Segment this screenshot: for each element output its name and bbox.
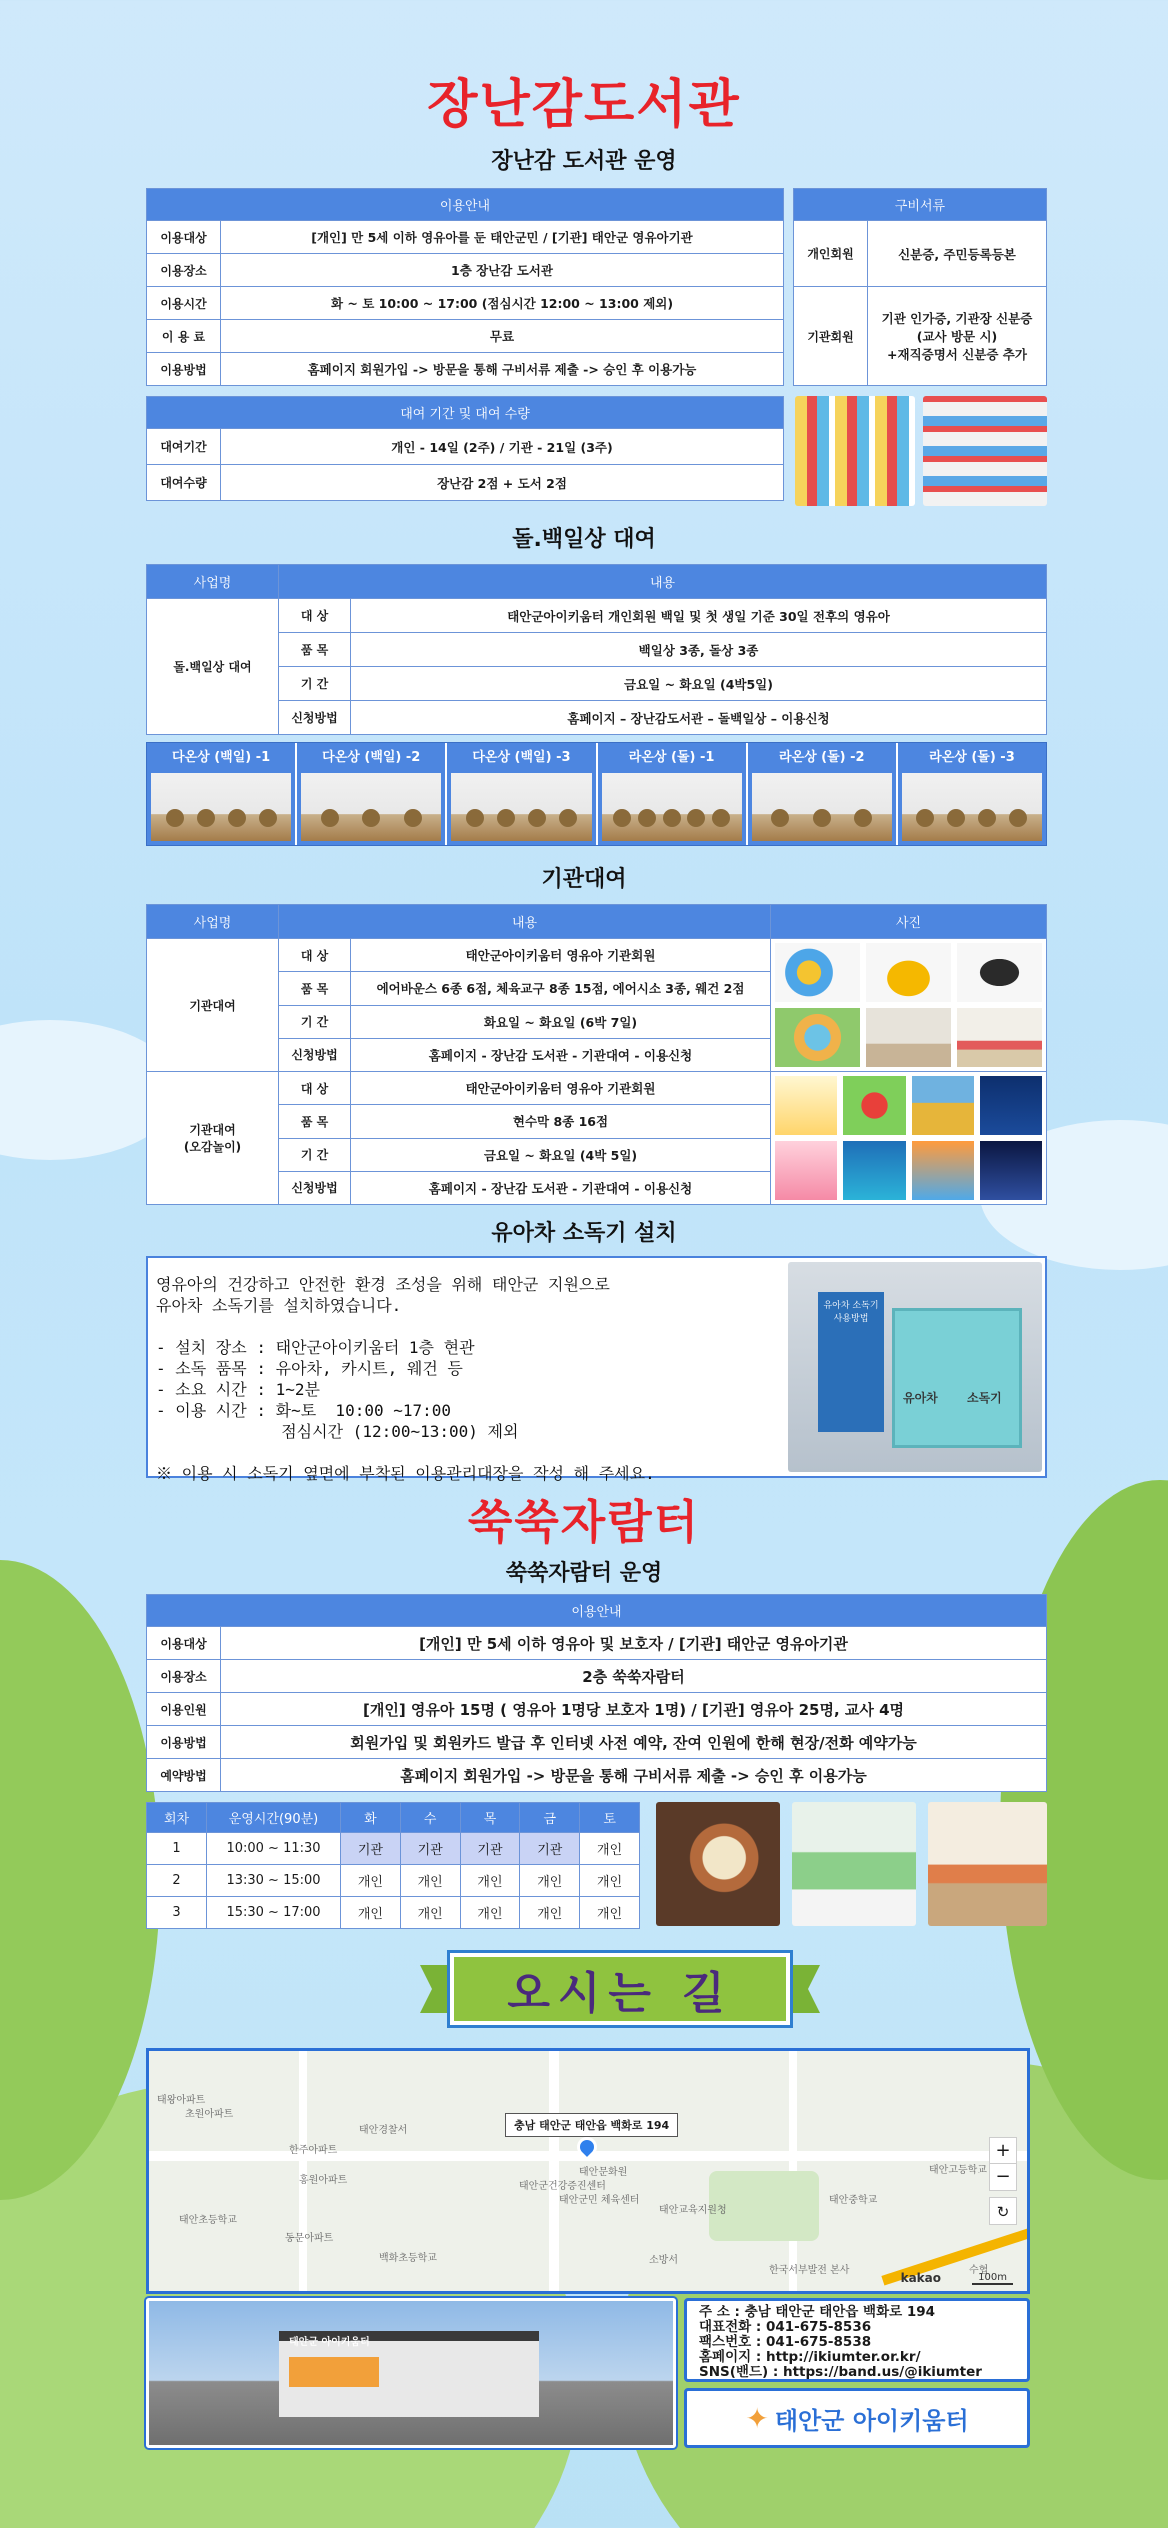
row-value: 에어바운스 6종 6점, 체육교구 8종 15점, 에어시소 3종, 웨건 2점 <box>351 972 771 1005</box>
row-value: [개인] 만 5세 이하 영유아를 둔 태안군민 / [기관] 태안군 영유아기관 <box>221 221 784 254</box>
map-label: 태안경찰서 <box>359 2125 408 2136</box>
map-road <box>549 2051 559 2294</box>
row-label: 품 목 <box>279 972 351 1005</box>
map-label: 태안군민 체육센터 <box>559 2195 640 2206</box>
contact-label: SNS(밴드) <box>699 2364 769 2380</box>
map-label: 수협 <box>969 2265 989 2276</box>
logo-text: 태안군 아이키움터 <box>774 2406 969 2435</box>
set-card <box>297 743 447 845</box>
row-value: 회원가입 및 회원카드 발급 후 인터넷 사전 예약, 잔여 인원에 한해 현장/전화 예약가능 <box>221 1726 1047 1759</box>
set-photo <box>451 773 591 841</box>
group1-photo-cell <box>771 939 1047 1072</box>
row-value: [개인] 영유아 15명 ( 영유아 1명당 보호자 1명) / [기관] 영유아 25명, 교사 4명 <box>221 1693 1047 1726</box>
doc-line: (교사 방문 시) <box>916 329 998 344</box>
institution-title: 기관대여 <box>541 867 627 892</box>
set-label: 라온상 (돌) -2 <box>778 750 865 765</box>
contact-row <box>699 2350 1015 2365</box>
schedule-head: 운영시간(90분) <box>207 1803 341 1833</box>
map-label: 태안교육지원청 <box>659 2205 727 2216</box>
docs-header: 구비서류 <box>794 189 1047 221</box>
banner-photo <box>843 1141 905 1200</box>
cell: 개인 <box>520 1897 580 1929</box>
row-label: 대여수량 <box>147 465 221 501</box>
row-label: 신청방법 <box>279 701 351 735</box>
group2-photo-cell <box>771 1072 1047 1205</box>
row-value: [개인] 만 5세 이하 영유아 및 보호자 / [기관] 태안군 영유아기관 <box>221 1627 1047 1660</box>
map-label: 태안문화원 <box>579 2167 628 2178</box>
map-label: 동문아파트 <box>285 2233 334 2244</box>
row-value: 홈페이지 - 장난감 도서관 - 기관대여 - 이용신청 <box>351 1038 771 1071</box>
map-label: 태왕아파트 <box>157 2095 206 2106</box>
row-label: 이용장소 <box>147 254 221 287</box>
contact-info-panel <box>684 2298 1030 2382</box>
ssuk-photo-display <box>792 1802 916 1926</box>
set-card <box>748 743 898 845</box>
institution-table <box>146 904 1047 1205</box>
contact-label: 홈페이지 <box>699 2349 752 2365</box>
kiosk-left-label: 유아차 <box>903 1391 938 1405</box>
row-value: 장난감 2점 + 도서 2점 <box>221 465 784 501</box>
row-value: 화 ~ 토 10:00 ~ 17:00 (점심시간 12:00 ~ 13:00 제외) <box>221 287 784 320</box>
logo-people-icon: ✦ <box>745 2401 769 2435</box>
map-label: 초원아파트 <box>185 2109 234 2120</box>
cell: 개인 <box>520 1865 580 1897</box>
contact-value: : 041-675-8536 <box>755 2319 872 2335</box>
program-name: 돌.백일상 대여 <box>147 599 279 735</box>
building-orange-band <box>289 2357 379 2387</box>
contact-value[interactable]: : http://ikiumter.or.kr/ <box>755 2349 921 2365</box>
cell: 개인 <box>580 1897 640 1929</box>
row-value: 태안군아이키움터 영유아 기관회원 <box>351 939 771 972</box>
set-photo <box>602 773 742 841</box>
row-label: 기 간 <box>279 1138 351 1171</box>
row-label: 대여기간 <box>147 429 221 465</box>
row-label: 예약방법 <box>147 1759 221 1792</box>
ssuk-title: 쑥쑥자람터 <box>467 1495 701 1549</box>
building-sign: 태안군 아이키움터 <box>289 2337 370 2348</box>
set-photo <box>902 773 1042 841</box>
directions-title: 오시는 길 <box>507 1968 733 2019</box>
row-label: 이용인원 <box>147 1693 221 1726</box>
row-value: 태안군아이키움터 개인회원 백일 및 첫 생일 기준 30일 전후의 영유아 <box>351 599 1047 633</box>
baekil-title: 돌.백일상 대여 <box>512 527 656 552</box>
library-photo-shelves <box>795 396 915 506</box>
schedule-row <box>147 1897 640 1929</box>
map-label: 태안고등학교 <box>929 2165 987 2176</box>
zoom-out-icon[interactable]: − <box>995 2166 1011 2187</box>
program-line: 기관대여 <box>189 1123 236 1137</box>
banner-photo <box>775 1076 837 1135</box>
row-label: 이 용 료 <box>147 320 221 353</box>
row-value: 태안군아이키움터 영유아 기관회원 <box>351 1072 771 1105</box>
library-usage-table <box>146 188 784 386</box>
row-label: 대 상 <box>279 939 351 972</box>
library-photo-playroom <box>923 396 1047 506</box>
map-scale: 100m <box>972 2272 1013 2285</box>
set-label: 다온상 (백일) -2 <box>322 750 421 765</box>
cell: 3 <box>147 1897 207 1929</box>
photo-air-bounce <box>775 943 860 1002</box>
photo-wagon <box>957 943 1042 1002</box>
cell: 기관 <box>520 1833 580 1865</box>
contact-row <box>699 2335 1015 2350</box>
cell: 10:00 ~ 11:30 <box>207 1833 341 1865</box>
program-name: 기관대여 <box>147 939 279 1072</box>
cell: 1 <box>147 1833 207 1865</box>
set-card <box>147 743 297 845</box>
row-value: 2층 쑥쑥자람터 <box>221 1660 1047 1693</box>
map-label: 한국서부발전 본사 <box>769 2265 850 2276</box>
building-photo <box>146 2298 676 2448</box>
head-content: 내용 <box>279 905 771 939</box>
set-label: 다온상 (백일) -3 <box>472 750 571 765</box>
banner-photo <box>912 1076 974 1135</box>
set-photo <box>301 773 441 841</box>
row-value: 금요일 ~ 화요일 (4박5일) <box>351 667 1047 701</box>
program-name <box>147 1072 279 1205</box>
contact-label: 주 소 <box>699 2304 730 2320</box>
row-label: 품 목 <box>279 633 351 667</box>
set-card <box>447 743 597 845</box>
row-label: 개인회원 <box>794 221 868 287</box>
contact-value[interactable]: : https://band.us/@ikiumter <box>772 2364 982 2380</box>
schedule-head: 수 <box>400 1803 460 1833</box>
schedule-head: 화 <box>341 1803 401 1833</box>
row-value: 홈페이지 - 장난감 도서관 - 기관대여 - 이용신청 <box>351 1171 771 1204</box>
row-label: 이용장소 <box>147 1660 221 1693</box>
location-map[interactable] <box>146 2048 1030 2294</box>
banner-photo <box>980 1141 1042 1200</box>
contact-label: 팩스번호 <box>699 2334 752 2350</box>
head-program: 사업명 <box>147 905 279 939</box>
photo-tunnel <box>775 1008 860 1067</box>
row-value: 금요일 ~ 화요일 (4박 5일) <box>351 1138 771 1171</box>
contact-row <box>699 2365 1015 2380</box>
cell: 기관 <box>460 1833 520 1865</box>
building-body <box>279 2331 539 2417</box>
schedule-head: 토 <box>580 1803 640 1833</box>
cell: 개인 <box>341 1897 401 1929</box>
map-label: 홍원아파트 <box>299 2175 348 2186</box>
map-callout-text: 충남 태안군 태안읍 백화로 194 <box>514 2119 670 2132</box>
row-value: 현수막 8종 16점 <box>351 1105 771 1138</box>
kiosk-sign <box>818 1292 884 1432</box>
map-label: 태안군건강증진센터 <box>519 2181 606 2192</box>
row-value: 1층 장난감 도서관 <box>221 254 784 287</box>
ssuk-operation-title: 쑥쑥자람터 운영 <box>505 1561 663 1586</box>
sterilizer-notice: 영유아의 건강하고 안전한 환경 조성을 위해 태안군 지원으로 유아차 소독기를 설치하였습니다. - 설치 장소 : 태안군아이키움터 1층 현관 - 소독 품목 : 유아차, 카시트, 웨건 등 - 소요 시간 : 1~2분 - 이용 시간 : 화~토 10:00 ~17:00 점심시간 (12:00~13:00) 제외 ※ 이용 시 소독기 옆면에 부착된 이용관리대장을 작성 해 주세요. <box>156 1275 655 1483</box>
row-value <box>868 287 1047 386</box>
contact-row <box>699 2305 1015 2320</box>
cell: 개인 <box>341 1865 401 1897</box>
row-label: 기관회원 <box>794 287 868 386</box>
map-label: 백화초등학교 <box>379 2253 437 2264</box>
schedule-row <box>147 1865 640 1897</box>
map-brand: kakao <box>900 2271 941 2285</box>
doc-line: 기관 인가증, 기관장 신분증 <box>881 311 1033 326</box>
baekil-sets-gallery <box>146 742 1047 846</box>
photo-room <box>957 1008 1042 1067</box>
cell: 개인 <box>460 1865 520 1897</box>
cell: 개인 <box>460 1897 520 1929</box>
set-card <box>598 743 748 845</box>
photo-hall <box>866 1008 951 1067</box>
logo-panel <box>684 2388 1030 2448</box>
map-zoom-controls <box>989 2137 1017 2191</box>
photo-seesaw <box>866 943 951 1002</box>
sterilizer-photo <box>788 1262 1042 1472</box>
library-docs-table <box>793 188 1047 386</box>
ssuk-schedule-table <box>146 1802 640 1929</box>
doc-line: +재직증명서 신분증 추가 <box>887 347 1027 362</box>
usage-header: 이용안내 <box>147 189 784 221</box>
row-value: 화요일 ~ 화요일 (6박 7일) <box>351 1005 771 1038</box>
head-content: 내용 <box>279 565 1047 599</box>
set-label: 라온상 (돌) -1 <box>628 750 715 765</box>
kiosk-machine <box>892 1308 1022 1448</box>
cell: 기관 <box>341 1833 401 1865</box>
ssuk-usage-table <box>146 1594 1047 1792</box>
banner-photo <box>980 1076 1042 1135</box>
cell: 15:30 ~ 17:00 <box>207 1897 341 1929</box>
row-value: 무료 <box>221 320 784 353</box>
kiosk-right-label: 소독기 <box>967 1391 1002 1405</box>
row-label: 이용대상 <box>147 1627 221 1660</box>
row-label: 이용방법 <box>147 1726 221 1759</box>
set-label: 라온상 (돌) -3 <box>929 750 1015 765</box>
row-label: 이용시간 <box>147 287 221 320</box>
kiosk-sign-text: 유아차 소독기 사용방법 <box>823 1301 879 1324</box>
map-label: 소방서 <box>649 2255 678 2266</box>
cell: 개인 <box>400 1865 460 1897</box>
refresh-icon[interactable]: ↻ <box>989 2197 1017 2225</box>
map-label: 태안초등학교 <box>179 2215 237 2226</box>
program-line: (오감놀이) <box>183 1140 242 1154</box>
row-value: 홈페이지 – 장난감도서관 – 돌백일상 – 이용신청 <box>351 701 1047 735</box>
contact-value: : 041-675-8538 <box>755 2334 872 2350</box>
library-title: 장난감도서관 <box>427 75 741 135</box>
contact-row <box>699 2320 1015 2335</box>
row-label: 신청방법 <box>279 1038 351 1071</box>
head-program: 사업명 <box>147 565 279 599</box>
row-label: 품 목 <box>279 1105 351 1138</box>
map-label: 태안중학교 <box>829 2195 878 2206</box>
cell: 13:30 ~ 15:00 <box>207 1865 341 1897</box>
row-label: 대 상 <box>279 1072 351 1105</box>
zoom-in-icon[interactable]: + <box>990 2138 1016 2164</box>
cell: 개인 <box>400 1897 460 1929</box>
cell: 기관 <box>400 1833 460 1865</box>
loan-header: 대여 기간 및 대여 수량 <box>147 397 784 429</box>
ssuk-photo-toys <box>656 1802 780 1926</box>
cell: 개인 <box>580 1833 640 1865</box>
schedule-head: 목 <box>460 1803 520 1833</box>
row-label: 신청방법 <box>279 1171 351 1204</box>
row-label: 이용대상 <box>147 221 221 254</box>
row-value: 개인 - 14일 (2주) / 기관 - 21일 (3주) <box>221 429 784 465</box>
banner-photo <box>775 1141 837 1200</box>
cell: 개인 <box>580 1865 640 1897</box>
schedule-row <box>147 1833 640 1865</box>
library-loan-table <box>146 396 784 501</box>
row-value: 홈페이지 회원가입 -> 방문을 통해 구비서류 제출 -> 승인 후 이용가능 <box>221 1759 1047 1792</box>
library-operation-title: 장난감 도서관 운영 <box>491 149 677 174</box>
map-label: 한주아파트 <box>289 2145 338 2156</box>
row-label: 대 상 <box>279 599 351 633</box>
set-label: 다온상 (백일) -1 <box>172 750 271 765</box>
schedule-head: 금 <box>520 1803 580 1833</box>
ssuk-photo-room <box>928 1802 1047 1926</box>
head-photo: 사진 <box>771 905 1047 939</box>
row-label: 이용방법 <box>147 353 221 386</box>
row-value: 신분증, 주민등록등본 <box>868 221 1047 287</box>
row-label: 기 간 <box>279 1005 351 1038</box>
set-photo <box>151 773 291 841</box>
directions-banner <box>450 1953 790 2025</box>
row-label: 기 간 <box>279 667 351 701</box>
schedule-head: 회차 <box>147 1803 207 1833</box>
map-callout <box>505 2113 678 2137</box>
cell: 2 <box>147 1865 207 1897</box>
set-card <box>898 743 1046 845</box>
usage-header: 이용안내 <box>147 1595 1047 1627</box>
banner-photo <box>843 1076 905 1135</box>
banner-photo <box>912 1141 974 1200</box>
contact-value: : 충남 태안군 태안읍 백화로 194 <box>734 2304 936 2320</box>
row-value: 백일상 3종, 돌상 3종 <box>351 633 1047 667</box>
baekil-table <box>146 564 1047 735</box>
contact-label: 대표전화 <box>699 2319 752 2335</box>
row-value: 홈페이지 회원가입 -> 방문을 통해 구비서류 제출 -> 승인 후 이용가능 <box>221 353 784 386</box>
set-photo <box>752 773 892 841</box>
sterilizer-box <box>146 1256 1047 1483</box>
sterilizer-title: 유아차 소독기 설치 <box>491 1221 677 1246</box>
